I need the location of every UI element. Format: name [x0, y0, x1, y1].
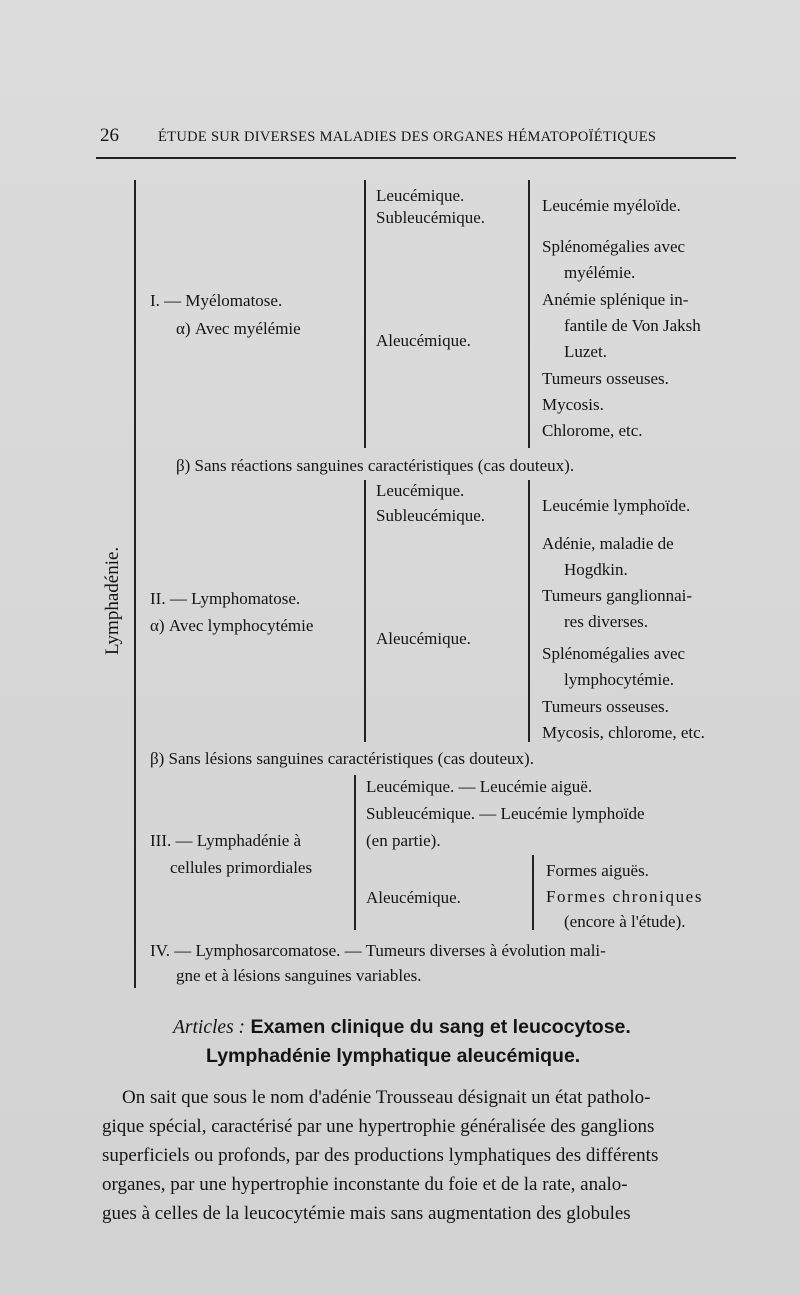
paragraph-line [102, 1083, 738, 1112]
group3-col3-line: Formes aiguës. [546, 861, 649, 880]
paragraph-line-text: On sait que sous le nom d'adénie Trousseau désignait un état patholo- [122, 1087, 651, 1108]
group3-row2: Subleucémique. — Leucémie lymphoïde [366, 804, 645, 823]
group3-col3-line: (encore à l'étude). [564, 912, 686, 931]
group1-beta: β) Sans réactions sanguines caractéristiques (cas douteux). [176, 456, 575, 475]
group2-subleucemique: Subleucémique. [376, 506, 486, 525]
g1-col2-line [364, 180, 366, 448]
group1-col3-text: Splénomégalies avec [542, 237, 686, 256]
group2-name: II. — Lymphomatose. [150, 589, 301, 608]
group1-col3-line: Chlorome, etc. [542, 421, 643, 440]
group2-col3-line: Splénomégalies avec [542, 644, 686, 663]
group2-col3-line: Tumeurs osseuses. [542, 697, 669, 716]
group2-col3-line: Hogdkin. [564, 560, 628, 579]
g2-col3-line [528, 480, 530, 742]
group4-line1: IV. — Lymphosarcomatose. — Tumeurs diverses à évolution mali- [150, 941, 606, 960]
group1-col3-line: myélémie. [564, 263, 636, 282]
group2-leucemique: Leucémique. [376, 481, 465, 500]
paragraph-line: organes, par une hypertrophie inconstante du foie et de la rate, analo- [102, 1174, 628, 1195]
group1-col3-line: Tumeurs osseuses. [542, 369, 669, 388]
section-prefix: Articles : [173, 1017, 246, 1038]
group2-col3-line: Adénie, maladie de [542, 534, 674, 553]
paragraph-line: gique spécial, caractérisé par une hypertrophie généralisée des ganglions [102, 1116, 655, 1137]
group1-sub: α) Avec myélémie [176, 319, 301, 338]
g2-col2-line [364, 480, 366, 742]
section-title-line2: Lymphadénie lymphatique aleucémique. [206, 1045, 581, 1067]
g3-col3-line [532, 855, 534, 930]
group1-col3-line: Anémie splénique in- [542, 290, 689, 309]
group4-line2: gne et à lésions sanguines variables. [176, 966, 422, 985]
group2-col3-line: Tumeurs ganglionnai- [542, 586, 693, 605]
group1-col3-line: Leucémie myéloïde. [542, 196, 681, 215]
group3-aleucemique: Aleucémique. [366, 888, 461, 907]
group2-beta: β) Sans lésions sanguines caractéristiques (cas douteux). [150, 749, 534, 768]
section-title-text: Examen clinique du sang et leucocytose. [250, 1016, 631, 1038]
group2-col3-line: res diverses. [564, 612, 649, 631]
group1-subleucemique: Subleucémique. [376, 208, 486, 227]
group1-col3-line: Luzet. [564, 342, 607, 361]
group1-name: I. — Myélomatose. [150, 291, 283, 310]
running-title: ÉTUDE SUR DIVERSES MALADIES DES ORGANES HÉMATOPOÏÉTIQUES [158, 129, 657, 145]
g3-col2-line [354, 775, 356, 930]
group1-leucemique: Leucémique. [376, 186, 465, 205]
header-rule [96, 157, 736, 159]
g1-col3-line [528, 180, 530, 448]
group1-aleucemique: Aleucémique. [376, 331, 471, 350]
group3-row3: (en partie). [366, 831, 441, 850]
group1-col3-line: fantile de Von Jaksh [564, 316, 701, 335]
body-paragraph [102, 1083, 738, 1228]
group2-sub: α) Avec lymphocytémie [150, 616, 314, 635]
group1-col3-line [542, 236, 736, 257]
group3-name-line2: cellules primordiales [170, 858, 313, 877]
page-number: 26 [100, 125, 119, 146]
section-title-line1 [173, 1016, 631, 1039]
paragraph-line: gues à celles de la leucocytémie mais sans augmentation des globules [102, 1203, 631, 1224]
group2-col3-line: Leucémie lymphoïde. [542, 496, 691, 515]
table-left-line [134, 180, 136, 988]
group3-name-line1: III. — Lymphadénie à [150, 831, 302, 850]
group3-col3-line: Formes chroniques [546, 887, 704, 906]
group2-col3-line: lymphocytémie. [564, 670, 675, 689]
group2-col3-line: Mycosis, chlorome, etc. [542, 723, 705, 742]
side-label: Lymphadénie. [102, 546, 123, 655]
group2-aleucemique: Aleucémique. [376, 629, 471, 648]
group3-row1: Leucémique. — Leucémie aiguë. [366, 777, 593, 796]
group1-col3-line: Mycosis. [542, 395, 604, 414]
paragraph-line: superficiels ou profonds, par des productions lymphatiques des différents [102, 1145, 659, 1166]
